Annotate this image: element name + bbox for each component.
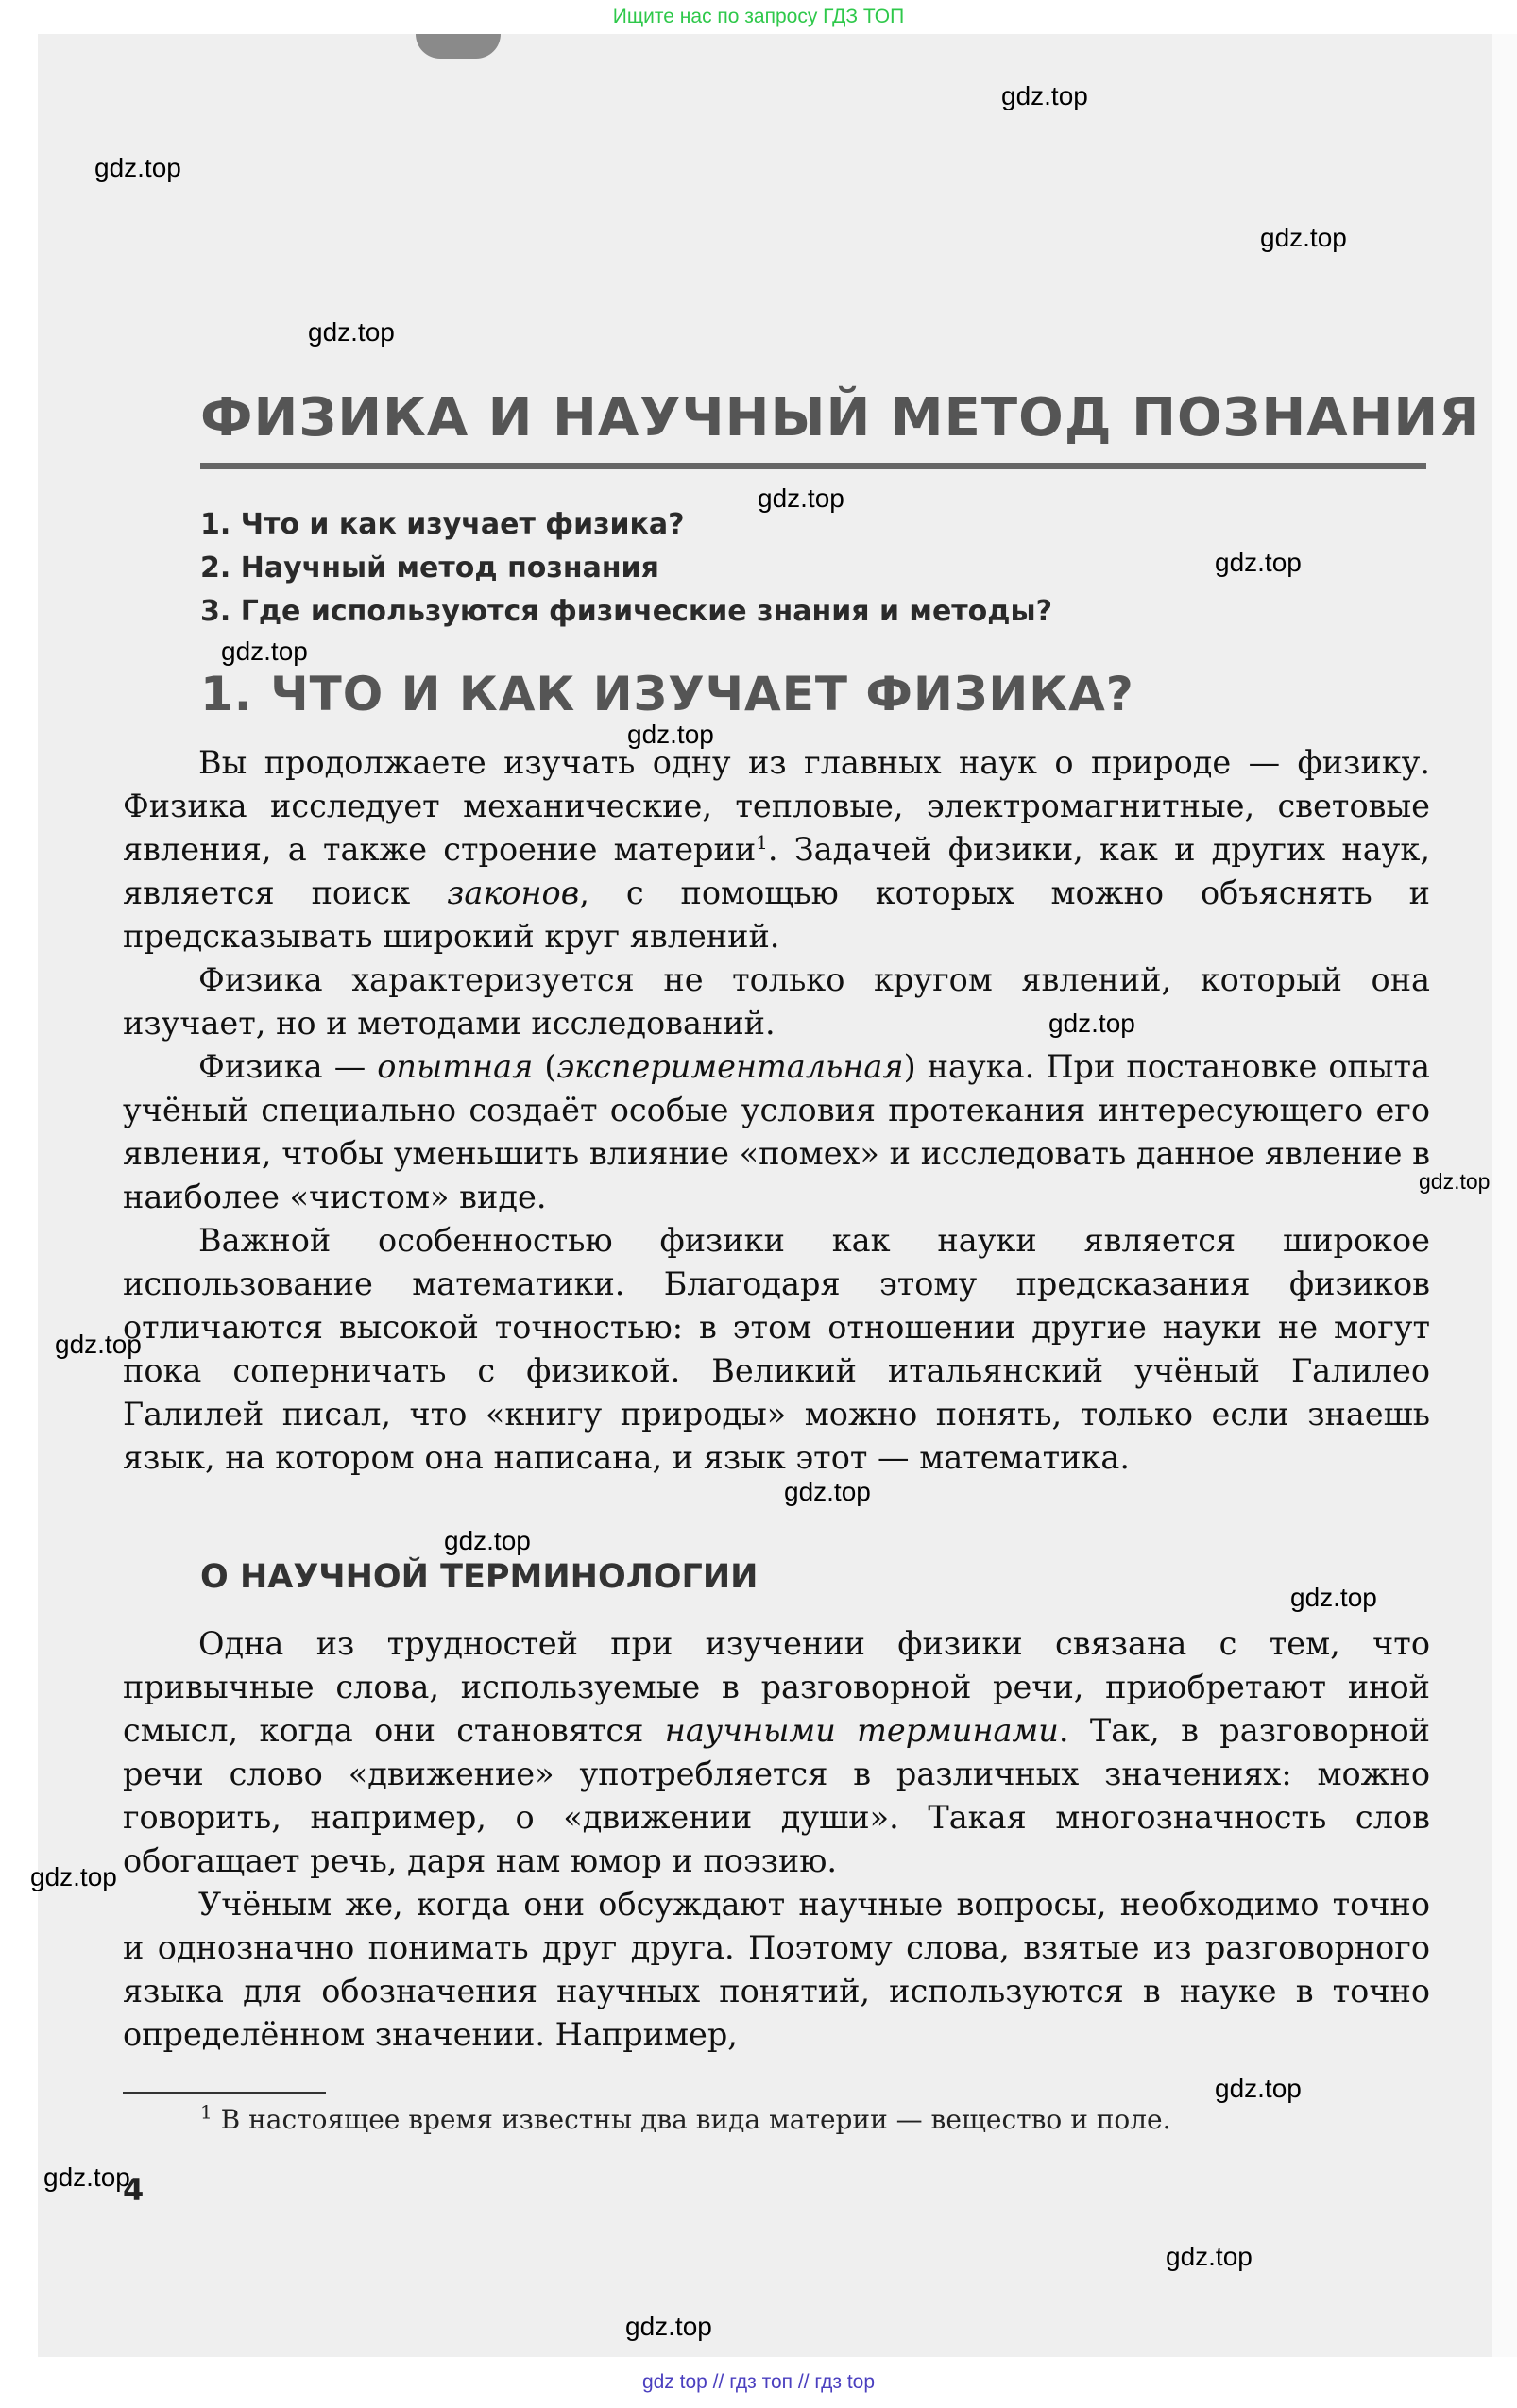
paragraph: Физика — опытная (экспериментальная) наука. При постановке опыта учёный специально создаёт особые условия протекания интересующего его явления, чтобы уменьшить влияние «помех» и исследовать данное явление в наиболее «чистом» виде.: [123, 1048, 1430, 1215]
toc-item: 2. Научный метод познания: [200, 551, 659, 585]
watermark: gdz.top: [784, 1477, 871, 1506]
paragraph: Вы продолжаете изучать одну из главных наук о природе — физику. Физика исследует механические, тепловые, электромагнитные, световые явления, а также строение материи$^1$. Задачей физики, как и других наук, является поиск законов, с помощью которых можно объяснять и предсказывать широкий круг явлений.: [123, 744, 1431, 955]
watermark: gdz.top: [625, 2312, 712, 2341]
paragraph: Физика характеризуется не только кругом явлений, который она изучает, но и методами исследований.: [123, 961, 1430, 1042]
page-number: 4: [123, 2172, 145, 2208]
bottom-link-3[interactable]: гдз top: [814, 2371, 876, 2393]
watermark: gdz.top: [308, 317, 395, 347]
section-title: 1. ЧТО И КАК ИЗУЧАЕТ ФИЗИКА?: [200, 667, 1134, 721]
paragraph: Учёным же, когда они обсуждают научные вопросы, необходимо точно и однозначно понимать друг друга. Поэтому слова, взятые из разговорного языка для обозначения научных понятий, используются в науке в точно определённом значении. Например,: [123, 1886, 1430, 2053]
watermark: gdz.top: [1419, 1169, 1491, 1194]
watermark: gdz.top: [94, 153, 181, 182]
watermark: gdz.top: [30, 1862, 117, 1891]
paragraph: Важной особенностью физики как науки является широкое использование математики. Благодаря этому предсказания физиков отличаются высокой точностью: в этом отношении другие науки не могут пока соперничать с физикой. Великий итальянский учёный Галилео Галилей писал, что «книгу природы» можно понять, только если знаешь язык, на котором она написана, и язык этот — математика.: [123, 1222, 1430, 1476]
chapter-title: ФИЗИКА И НАУЧНЫЙ МЕТОД ПОЗНАНИЯ: [200, 387, 1481, 449]
watermark: gdz.top: [1166, 2242, 1253, 2271]
bottom-banner: gdz top // гдз топ // гдз top: [641, 2371, 876, 2393]
watermark: gdz.top: [1215, 2074, 1302, 2103]
bottom-link-1[interactable]: gdz top: [641, 2371, 707, 2393]
toc-item: 1. Что и как изучает физика?: [200, 508, 685, 541]
chapter-title-underline: [200, 463, 1426, 469]
footnote: $^1$ В настоящее время известны два вида материи — вещество и поле.: [200, 2100, 1171, 2135]
watermark: gdz.top: [1260, 223, 1347, 252]
watermark: gdz.top: [1001, 81, 1088, 110]
paragraph: Одна из трудностей при изучении физики связана с тем, что привычные слова, используемые в разговорной речи, приобретают иной смысл, когда они становятся научными терминами. Так, в разговорной речи слово «движение» употребляется в различных значениях: можно говорить, например, о «движении души». Такая многозначность слов обогащает речь, даря нам юмор и поэзию.: [123, 1625, 1430, 1879]
watermark: gdz.top: [1048, 1009, 1135, 1038]
bottom-link-2[interactable]: гдз топ: [729, 2371, 793, 2393]
subsection-body: [123, 1622, 1430, 2057]
watermark: gdz.top: [1290, 1583, 1377, 1612]
scan-artifact: [416, 34, 501, 59]
watermark: gdz.top: [1215, 548, 1302, 577]
top-banner: [0, 0, 1517, 34]
footnote-divider: [123, 2092, 326, 2094]
footnote-ref: 1: [756, 830, 768, 854]
watermark: gdz.top: [627, 720, 714, 749]
watermark: gdz.top: [43, 2162, 130, 2192]
watermark: gdz.top: [55, 1330, 142, 1359]
chapter-contents: [200, 503, 1052, 634]
top-banner-link[interactable]: Ищите нас по запросу ГДЗ ТОП: [612, 6, 905, 27]
watermark: gdz.top: [221, 636, 308, 666]
watermark: gdz.top: [444, 1526, 531, 1555]
subsection-title: О НАУЧНОЙ ТЕРМИНОЛОГИИ: [200, 1558, 758, 1596]
section-body: [123, 741, 1430, 1480]
watermark: gdz.top: [758, 483, 844, 513]
toc-item: 3. Где используются физические знания и методы?: [200, 595, 1053, 628]
page-edge: [1492, 34, 1517, 2357]
